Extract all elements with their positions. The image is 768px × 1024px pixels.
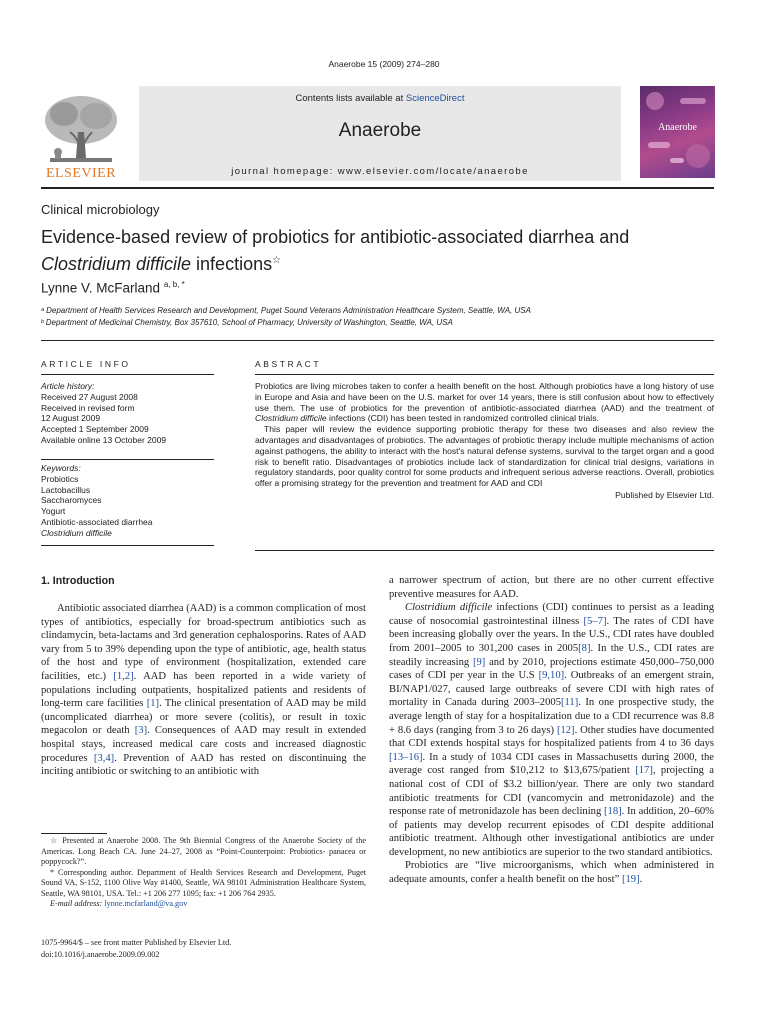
citation-link[interactable]: [1,2] (113, 670, 134, 682)
body-text: . The clinical presentation of AAD may be mild (uncomplicated diarrhea) or more severe (colitis), or result in toxic megacolon or death (41, 698, 367, 737)
body-text: . In one prospective study, the average length of stay for a hospitalization due to a CDI recurrence was 8.8 + 8.6 days (ranging from 3 to 26 days) (389, 697, 714, 736)
title-italic: Clostridium difficile (41, 254, 192, 274)
keyword: Antibiotic-associated diarrhea (41, 516, 153, 527)
keyword: Lactobacillus (41, 484, 91, 495)
sciencedirect-link[interactable]: ScienceDirect (405, 93, 465, 104)
abstract-italic: Clostridium difficile (255, 413, 327, 424)
body-column-right (389, 574, 714, 887)
body-paragraph (389, 601, 714, 859)
body-text: . In the U.S., CDI rates are steadily increasing (389, 642, 714, 668)
citation-link[interactable]: [3] (134, 725, 148, 737)
history-item: Received 27 August 2008 (41, 391, 138, 402)
cover-title: Anaerobe (658, 122, 697, 133)
citation-link[interactable]: [12] (556, 724, 575, 736)
footer-issn: 1075-9964/$ – see front matter Published by Elsevier Ltd. (41, 938, 232, 947)
body-text: and by 2010, projections estimate 450,000–750,000 cases of CDI per year in the U.S (389, 656, 714, 682)
abstract-paragraph (255, 381, 714, 424)
body-text: . The rates of CDI have been increasing globally over the years. In the U.S., CDI rates have doubled from 2001–2005 to 301,200 cases in 2005 (389, 615, 715, 654)
abstract-bottom-rule (255, 550, 714, 551)
abstract-paragraph: This paper will review the evidence supporting probiotic therapy for these two diseases and also review the advantages and disadvantages of probiotics. The advantages of probiotic therapy include multiple mechanisms of action against pathogens, the ability to interact with the host's natural defense systems, survival to the target organ and a good risk to benefit ratio. Disadvantages of probiotics include lack of standardization for clinical trial designs, variations in regulatory standards, poor quality control for some products and infrequent serious adverse reactions. Overall, probiotics offer a promising strategy for the prevention and treatment for AAD and CDI (255, 424, 714, 489)
title-rest: infections (191, 254, 273, 274)
history-label: Article history: (41, 381, 95, 391)
footnote-rule (41, 833, 107, 834)
introduction-heading: 1. Introduction (41, 575, 115, 587)
keyword: Probiotics (41, 473, 79, 484)
keywords-rule (41, 459, 214, 460)
author-affiliation-marks[interactable]: a, b, * (163, 280, 185, 289)
journal-reference: Anaerobe 15 (2009) 274–280 (328, 59, 440, 69)
citation-link[interactable]: [18] (604, 806, 622, 818)
body-text: . (639, 874, 643, 886)
citation-link[interactable]: [11] (561, 697, 579, 709)
abstract-text: infections (CDI) has been tested in randomized controlled clinical trials. (326, 413, 599, 424)
citation-link[interactable]: [17] (635, 765, 653, 777)
author-name: Lynne V. McFarland (41, 280, 161, 296)
abstract-heading: ABSTRACT (255, 359, 322, 369)
citation-link[interactable]: [13–16] (389, 751, 423, 763)
history-item: 12 August 2009 (41, 413, 101, 424)
body-text: . Outbreaks of an emergent strain, BI/NAP1/027, caused large outbreaks of severe CDI with high rates of mortality in Canada during 2003–2005 (389, 670, 714, 709)
keyword: Saccharomyces (41, 495, 102, 506)
footer-doi[interactable]: doi:10.1016/j.anaerobe.2009.09.002 (41, 950, 160, 959)
body-text: . Consequences of AAD may result in extended hospital stays, increased medical care costs and increased diagnostic procedures (41, 725, 366, 764)
contents-prefix: Contents lists available at (295, 93, 406, 104)
history-item: Accepted 1 September 2009 (41, 424, 149, 435)
abstract-text: Probiotics are living microbes taken to confer a health benefit on the host. Although probiotics have a long history of use in Europe and Asia and have been on the U.S. market for over 14 years, there is still confusion about how to effectively use them. The use of probiotics for the prevention of antibiotic-associated diarrhea (AAD) and the treatment of (255, 381, 714, 413)
citation-link[interactable]: [8] (578, 642, 591, 654)
citation-link[interactable]: [1] (146, 698, 160, 710)
elsevier-wordmark: ELSEVIER (45, 166, 117, 181)
footnote-email (41, 899, 366, 910)
keywords (41, 463, 221, 539)
keyword: Yogurt (41, 506, 66, 517)
citation-link[interactable]: [19] (621, 874, 640, 886)
header-rule (41, 187, 714, 189)
footnote-presented: ☆ Presented at Anaerobe 2008. The 9th Biennial Congress of the Anaerobe Society of the Americas. Long Beach CA. June 24–27, 2008 as “Point-Counterpoint: Probiotics- panacea or poppycock?”. (41, 836, 366, 866)
body-paragraph (389, 859, 714, 886)
abstract-rule (255, 374, 714, 375)
citation-link[interactable]: [9] (472, 656, 486, 668)
article-history (41, 381, 221, 446)
journal-homepage-link[interactable]: journal homepage: www.elsevier.com/locate/anaerobe (231, 166, 529, 177)
body-text: Probiotics are “live microorganisms, which when administered in adequate amounts, confer a health benefit on the host” (389, 860, 714, 886)
journal-title: Anaerobe (338, 120, 422, 141)
section-rule (41, 340, 714, 341)
author-line (41, 280, 185, 296)
body-text: Antibiotic associated diarrhea (AAD) is a common complication of most types of antibiotics, especially for broad-spectrum antibiotics such as clindamycin, beta-lactams and 3rd generation cephalosporins. Rates of AAD vary from 5 to 39% depending upon the type of antibiotic, age, health status of the host and type of environment (hospitalization, extended care facilities, etc.) (41, 603, 366, 682)
abstract-body (255, 381, 714, 501)
keyword: Clostridium difficile (41, 527, 112, 538)
title-footnote-mark[interactable]: ☆ (272, 255, 282, 266)
journal-cover-image[interactable] (640, 86, 715, 178)
email-link[interactable]: lynne.mcfarland@va.gov (104, 899, 188, 908)
citation-link[interactable]: [3,4] (93, 752, 115, 764)
body-paragraph: a narrower spectrum of action, but there are no other current effective preventive measures for AAD. (389, 575, 714, 600)
article-title (41, 226, 721, 276)
history-item: Received in revised form (41, 402, 135, 413)
keywords-label: Keywords: (41, 463, 81, 473)
body-column-left (41, 602, 366, 779)
email-label: E-mail address: (50, 899, 103, 908)
body-text: infections (CDI) continues to persist as a leading cause of nosocomial gastrointestinal illness (389, 602, 714, 627)
body-italic: Clostridium difficile (405, 602, 493, 614)
body-text: . In a study of 1034 CDI cases in Massachusetts during 2000, the average cost ranged from $10,212 to $13,675/patient (389, 751, 714, 777)
article-info-heading: ARTICLE INFO (41, 359, 131, 369)
history-item: Available online 13 October 2009 (41, 434, 167, 445)
body-text: . AAD has been reported in a wide variety of populations including outpatients, hospitalized patients and residents of long-term care facilities (41, 670, 366, 710)
contents-line (139, 93, 621, 104)
article-info-rule (41, 374, 214, 375)
footnote-corresponding: * Corresponding author. Department of Health Services Research and Development, Puget Sound VA, S-152, 1100 Olive Way #1400, Seattle, WA 98101 Administration Healthcare System, Seattle, WA 98101, USA. Tel.: +1 206 277 1095; fax: +1 206 764 2935. (41, 867, 366, 898)
title-line1: Evidence-based review of probiotics for antibiotic-associated diarrhea and (41, 227, 630, 247)
footnotes (41, 836, 366, 910)
affiliation-b: ᵇ Department of Medicinal Chemistry, Box 357610, School of Pharmacy, University of Washington, Seattle, WA, USA (41, 318, 453, 327)
body-text: . Other studies have documented that CDI extends hospital stays for hospitalized patients from 4 to 36 days (389, 724, 715, 750)
affiliation-a: ᵃ Department of Health Services Research and Development, Puget Sound Veterans Administration Healthcare System, Seattle, WA, USA (41, 306, 531, 315)
citation-link[interactable]: [5–7] (583, 615, 607, 627)
article-info-bottom-rule (41, 545, 214, 546)
abstract-publisher: Published by Elsevier Ltd. (615, 489, 714, 500)
body-text: . In addition, 20–60% of patients may develop recurrent episodes of CDI despite additional antibiotic treatment. Although other investigational antibiotics are under development, no new antibiotics are superior to the two standard antibiotics. (389, 806, 714, 858)
article-category: Clinical microbiology (41, 202, 160, 217)
body-paragraph (41, 602, 366, 779)
body-text: . Prevention of AAD has rested on discontinuing the inciting antibiotic or switching to an antibiotic with (41, 752, 366, 778)
citation-link[interactable]: [9,10] (538, 670, 565, 682)
body-text: , projecting a national cost of CDI of $3.2 billion/year. There are only two standard antibiotic treatments for CDI (vancomycin and metronidazole) and the response rate of metronidazole has been declining (389, 765, 714, 818)
